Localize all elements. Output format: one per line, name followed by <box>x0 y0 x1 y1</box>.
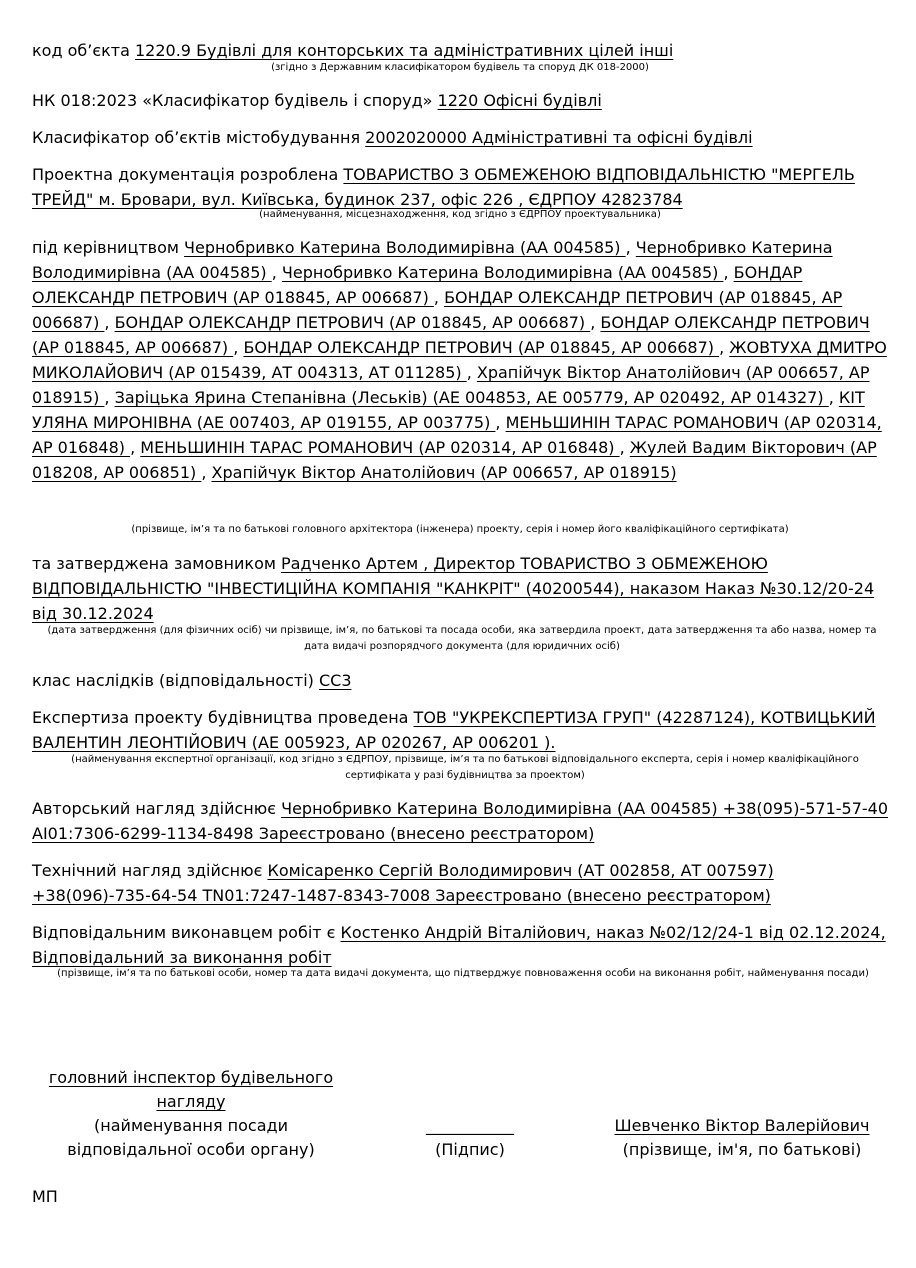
approval-label: та затверджена замовником <box>32 554 282 573</box>
executor-label: Відповідальним виконавцем робіт є <box>32 923 341 942</box>
management-item: БОНДАР ОЛЕКСАНДР ПЕТРОВИЧ (АР 018845, АР 006687) <box>32 263 803 307</box>
position-caption-line2: відповідальної особи органу) <box>67 1140 315 1159</box>
consequence-class-label: клас наслідків (відповідальності) <box>32 671 319 690</box>
signature-caption: (Підпис) <box>435 1140 505 1159</box>
author-supervision-value: Чернобривко Катерина Володимирівна (АА 004585) +38(095)-571-57-40 AI01:7306-6299-1134-8498 Зареєстровано (внесено реєстратором) <box>32 799 889 843</box>
management-item: МЕНЬШИНІН ТАРАС РОМАНОВИЧ (АР 020314, АР 016848) <box>140 438 620 457</box>
approval-note: (дата затвердження (для фізичних осіб) чи прізвище, ім’я, по батькові та посада особи, яка затвердила проект, дата затвердження та або назва, номер та дата видачі розпорядчого документа (для юридичних осіб) <box>47 625 877 652</box>
author-supervision-line <box>32 796 894 846</box>
signature-line: ___________ <box>426 1116 514 1135</box>
management-label: під керівництвом <box>32 238 185 257</box>
signatory-block <box>590 1114 894 1162</box>
technical-supervision-line <box>32 858 894 908</box>
position-title-line2: нагляду <box>156 1092 226 1111</box>
design-line <box>32 162 894 212</box>
expertise-note: (найменування експертної організації, код згідно з ЄДРПОУ, прізвище, ім’я та по батькові відповідального експерта, серія і номер кваліфікаційного сертифіката у разі будівництва за проектом) <box>71 754 859 781</box>
urban-classifier-value: 2002020000 Адміністративні та офісні будівлі <box>365 128 753 147</box>
signature-field <box>400 1114 540 1162</box>
management-item: Чернобривко Катерина Володимирівна (АА 004585) <box>32 238 833 282</box>
consequence-class-line <box>32 668 894 693</box>
object-code-note: (згідно з Державним класифікатором будівель та споруд ДК 018-2000) <box>271 62 649 73</box>
expertise-label: Експертиза проекту будівництва проведена <box>32 708 414 727</box>
design-note: (найменування, місцезнаходження, код згідно з ЄДРПОУ проектувальника) <box>259 209 661 220</box>
nk-classifier-label: НК 018:2023 «Класифікатор будівель і споруд» <box>32 91 438 110</box>
signature-position <box>32 1066 350 1162</box>
expertise-value: ТОВ "УКРЕКСПЕРТИЗА ГРУП" (42287124), КОТВИЦЬКИЙ ВАЛЕНТИН ЛЕОНТІЙОВИЧ (АЕ 005923, АР 020267, АР 006201 ). <box>32 708 876 752</box>
nk-classifier-line <box>32 88 894 113</box>
management-list: Чернобривко Катерина Володимирівна (АА 004585) , Чернобривко Катерина Володимирівна (АА 004585) , Чернобривко Катерина Володимирівна (АА 004585) , БОНДАР ОЛЕКСАНДР ПЕТРОВИЧ (АР 018845, АР 006687) , БОНДАР ОЛЕКСАНДР ПЕТРОВИЧ (АР 018845, АР 006687) , БОНДАР ОЛЕКСАНДР ПЕТРОВИЧ (АР 018845, АР 006687) , БОНДАР ОЛЕКСАНДР ПЕТРОВИЧ (АР 018845, АР 006687) , БОНДАР ОЛЕКСАНДР ПЕТРОВИЧ (АР 018845, АР 006687) , ЖОВТУХА ДМИТРО МИКОЛАЙОВИЧ (АР 015439, АТ 004313, АТ 011285) , Храпійчук Віктор Анатолійович (АР 006657, АР 018915) , Заріцька Ярина Степанівна (Леськів) (АЕ 004853, АЕ 005779, АР 020492, АР 014327) , КІТ УЛЯНА МИРОНІВНА (АЕ 007403, АР 019155, АР 003775) , МЕНЬШИНІН ТАРАС РОМАНОВИЧ (АР 020314, АР 016848) , МЕНЬШИНІН ТАРАС РОМАНОВИЧ (АР 020314, АР 016848) , Жулей Вадим Вікторович (АР 018208, АР 006851) , Храпійчук Віктор Анатолійович (АР 006657, АР 018915) <box>32 238 887 482</box>
object-code-label: код об’єкта <box>32 41 135 60</box>
management-item: ЖОВТУХА ДМИТРО МИКОЛАЙОВИЧ (АР 015439, АТ 004313, АТ 011285) <box>32 338 887 382</box>
nk-classifier-value: 1220 Офісні будівлі <box>437 91 602 110</box>
management-item: Чернобривко Катерина Володимирівна (АА 004585) <box>184 238 626 257</box>
urban-classifier-line <box>32 125 894 150</box>
executor-note: (прізвище, ім’я та по батькові особи, номер та дата видачі документа, що підтверджує повноваження особи на виконання робіт, найменування посади) <box>57 968 869 979</box>
stamp-mark: МП <box>32 1187 58 1206</box>
urban-classifier-label: Класифікатор об’єктів містобудування <box>32 128 366 147</box>
management-item: МЕНЬШИНІН ТАРАС РОМАНОВИЧ (АР 020314, АР 016848) <box>32 413 882 457</box>
design-value: ТОВАРИСТВО З ОБМЕЖЕНОЮ ВІДПОВІДАЛЬНІСТЮ "МЕРГЕЛЬ ТРЕЙД" м. Бровари, вул. Київська, будинок 237, офіс 226 , ЄДРПОУ 42823784 <box>32 165 855 209</box>
management-item: Чернобривко Катерина Володимирівна (АА 004585) <box>281 263 724 282</box>
approval-line <box>32 551 894 626</box>
management-item: БОНДАР ОЛЕКСАНДР ПЕТРОВИЧ (АР 018845, АР 006687) <box>243 338 720 357</box>
design-label: Проектна документація розроблена <box>32 165 344 184</box>
management-item: Заріцька Ярина Степанівна (Леськів) (АЕ 004853, АЕ 005779, АР 020492, АР 014327) <box>114 388 829 407</box>
management-item: Жулей Вадим Вікторович (АР 018208, АР 006851) <box>32 438 877 482</box>
management-item: Храпійчук Віктор Анатолійович (АР 006657, АР 018915) <box>211 463 677 482</box>
consequence-class-value: СС3 <box>318 671 352 690</box>
signatory-name: Шевченко Віктор Валерійович <box>614 1116 870 1135</box>
management-item: Храпійчук Віктор Анатолійович (АР 006657, АР 018915) <box>32 363 870 407</box>
management-item: БОНДАР ОЛЕКСАНДР ПЕТРОВИЧ (АР 018845, АР 006687) <box>32 313 870 357</box>
approval-value: Радченко Артем , Директор ТОВАРИСТВО З ОБМЕЖЕНОЮ ВІДПОВІДАЛЬНІСТЮ "ІНВЕСТИЦІЙНА КОМПАНІЯ "КАНКРІТ" (40200544), наказом Наказ №30.12/20-24 від 30.12.2024 <box>32 554 875 623</box>
technical-supervision-value: Комісаренко Сергій Володимирович (АТ 002858, АТ 007597) +38(096)-735-64-54 TN01:7247-1487-8343-7008 Зареєстровано (внесено реєстратором) <box>32 861 774 905</box>
signatory-caption: (прізвище, ім'я, по батькові) <box>622 1140 862 1159</box>
position-title-line1: головний інспектор будівельного <box>48 1068 334 1087</box>
object-code-value: 1220.9 Будівлі для конторських та адміністративних цілей інші <box>135 41 674 60</box>
executor-value: Костенко Андрій Віталійович, наказ №02/12/24-1 від 02.12.2024, Відповідальний за виконання робіт <box>32 923 886 967</box>
executor-line <box>32 920 894 970</box>
author-supervision-label: Авторський нагляд здійснює <box>32 799 282 818</box>
management-item: КІТ УЛЯНА МИРОНІВНА (АЕ 007403, АР 019155, АР 003775) <box>32 388 865 432</box>
management-note: (прізвище, ім’я та по батькові головного архітектора (інженера) проекту, серія і номер його кваліфікаційного сертифіката) <box>131 524 789 535</box>
management-item: БОНДАР ОЛЕКСАНДР ПЕТРОВИЧ (АР 018845, АР 006687) <box>114 313 591 332</box>
management-block <box>32 235 894 485</box>
technical-supervision-label: Технічний нагляд здійснює <box>32 861 268 880</box>
position-caption-line1: (найменування посади <box>94 1116 288 1135</box>
management-item: БОНДАР ОЛЕКСАНДР ПЕТРОВИЧ (АР 018845, АР 006687) <box>32 288 843 332</box>
expertise-line <box>32 705 894 755</box>
